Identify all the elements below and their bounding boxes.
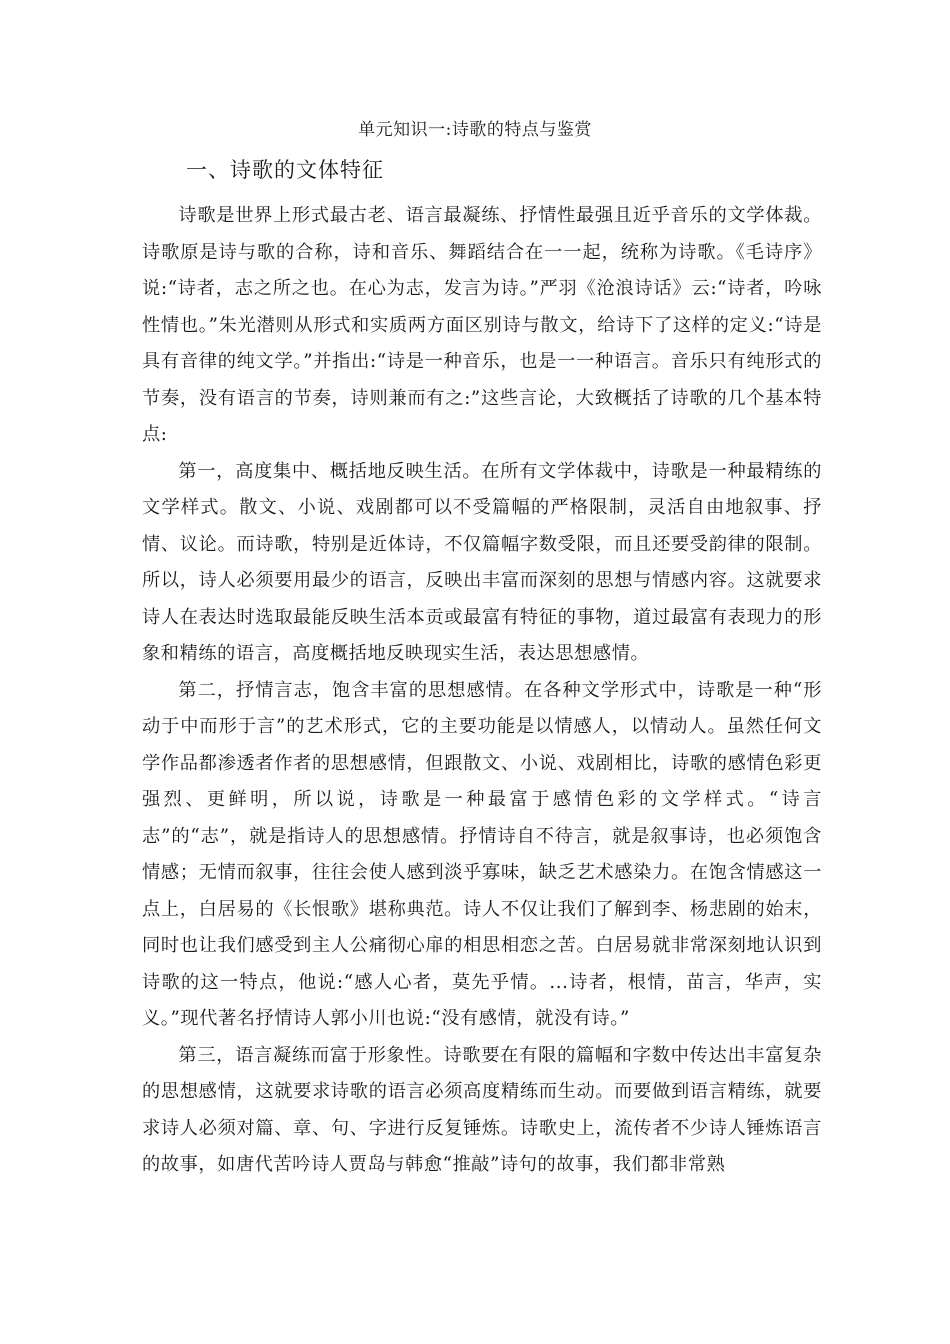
document-body [142, 198, 822, 1184]
paragraph-first-point: 第一，高度集中、概括地反映生活。在所有文学体裁中，诗歌是一种最精练的文学样式。散文、小说、戏剧都可以不受篇幅的严格限制，灵活自由地叙事、抒情、议论。而诗歌，特别是近体诗，不仅篇幅字数受限，而且还要受韵律的限制。所以，诗人必须要用最少的语言，反映出丰富而深刻的思想与情感内容。这就要求诗人在表达时选取最能反映生活本贡或最富有特征的事物，道过最富有表现力的形象和精练的语言，高度概括地反映现实生活，表达思想感情。 [142, 460, 822, 664]
paragraph-second-point: 第二，抒情言志，饱含丰富的思想感情。在各种文学形式中，诗歌是一种“形动于中而形于言”的艺术形式，它的主要功能是以情感人，以情动人。虽然任何文学作品都渗透者作者的思想感情，但跟散文、小说、戏剧相比，诗歌的感情色彩更强烈、更鲜明，所以说，诗歌是一种最富于感情色彩的文学样式。“诗言志”的“志”，就是指诗人的思想感情。抒情诗自不待言，就是叙事诗，也必须饱含情感；无情而叙事，往往会使人感到淡乎寡味，缺乏艺术感染力。在饱含情感这一点上，白居易的《长恨歌》堪称典范。诗人不仅让我们了解到李、杨悲剧的始末，同时也让我们感受到主人公痛彻心扉的相思相恋之苦。白居易就非常深刻地认识到诗歌的这一特点，他说:“感人心者，莫先乎情。...诗者，根情，苗言，华声，实义。”现代著名抒情诗人郭小川也说:“没有感情，就没有诗。” [142, 679, 822, 1029]
paragraph-intro: 诗歌是世界上形式最古老、语言最凝练、抒情性最强且近乎音乐的文学体裁。诗歌原是诗与歌的合称，诗和音乐、舞蹈结合在一一起，统称为诗歌。《毛诗序》说:“诗者，志之所之也。在心为志，发言为诗。”严羽《沧浪诗话》云:“诗者，吟咏性情也。”朱光潜则从形式和实质两方面区别诗与散文，给诗下了这样的定义:“诗是具有音律的纯文学。”并指出:“诗是一种音乐，也是一一种语言。音乐只有纯形式的节奏，没有语言的节奏，诗则兼而有之:”这些言论，大致概括了诗歌的几个基本特点: [142, 205, 822, 445]
paragraph-third-point: 第三，语言凝练而富于形象性。诗歌要在有限的篇幅和字数中传达出丰富复杂的思想感情，这就要求诗歌的语言必须高度精练而生动。而要做到语言精练，就要求诗人必须对篇、章、句、字进行反复锤炼。诗歌史上，流传者不少诗人锤炼语言的故事，如唐代苦吟诗人贾岛与韩愈“推敲”诗句的故事，我们都非常熟 [142, 1044, 822, 1175]
document-title: 单元知识一:诗歌的特点与鉴赏 [358, 120, 592, 140]
section-heading: 一、诗歌的文体特征 [186, 158, 384, 182]
